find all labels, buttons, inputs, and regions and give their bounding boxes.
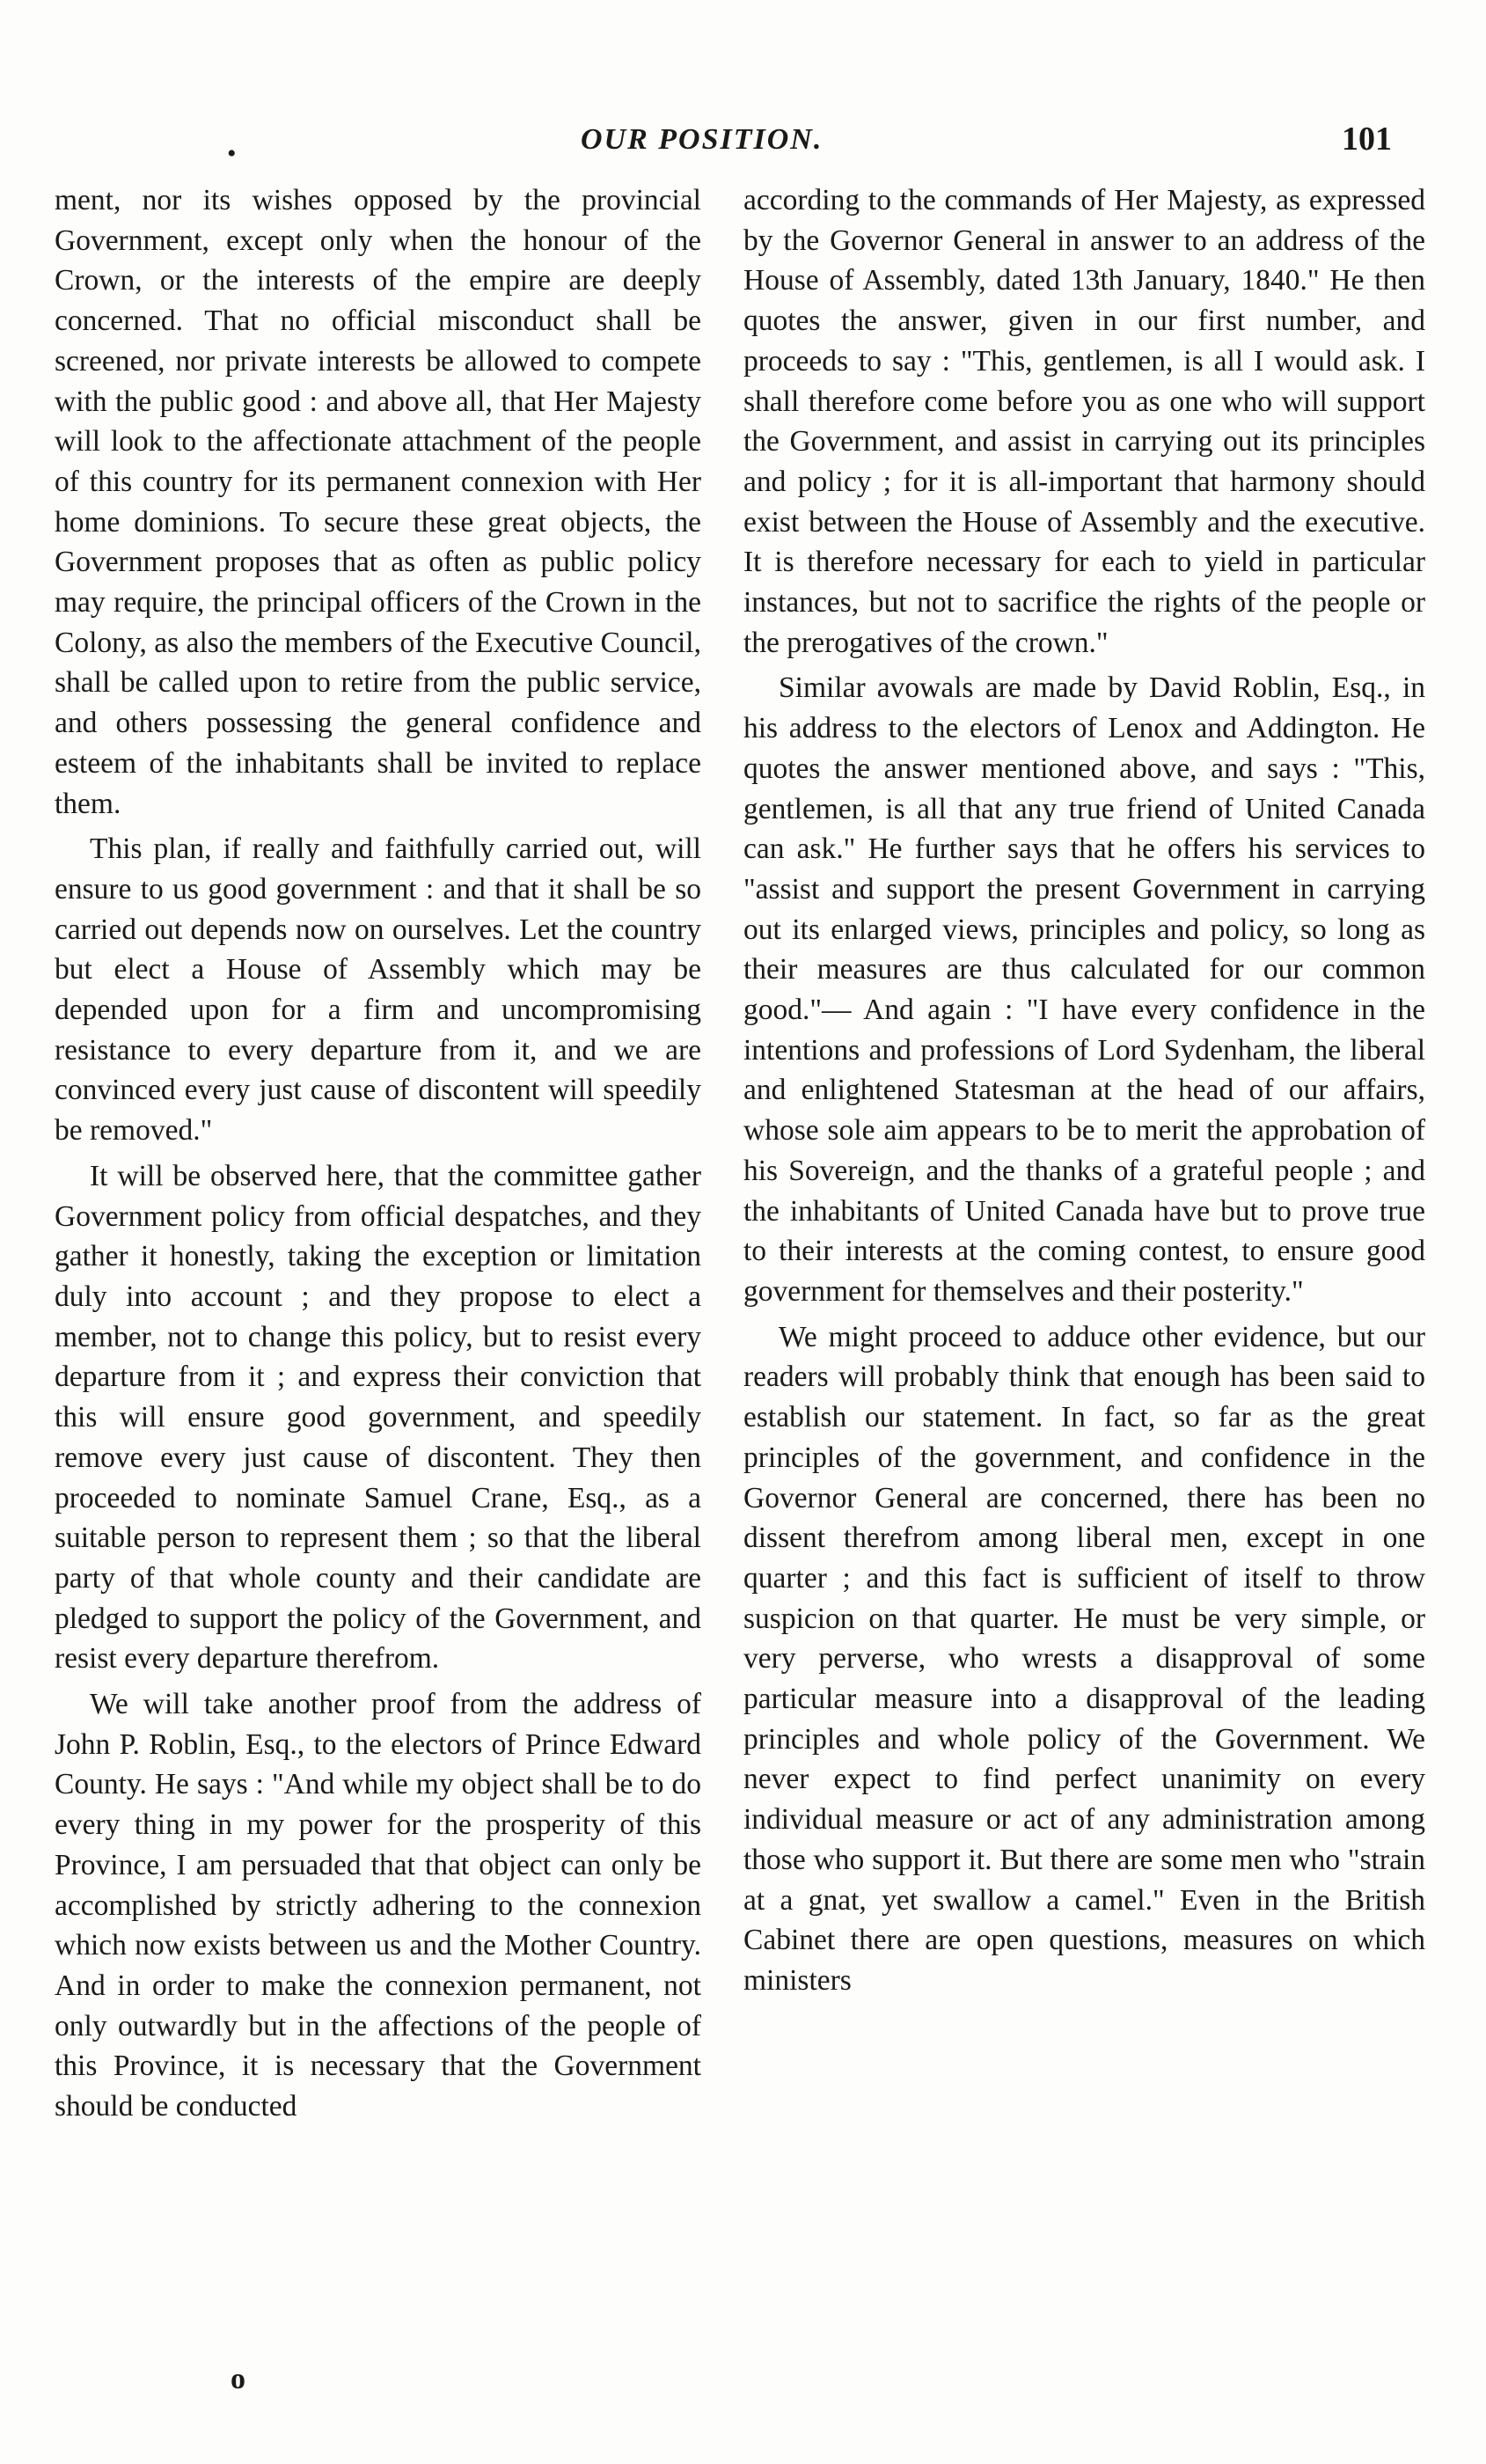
- paragraph: This plan, if really and faithfully carried out, will ensure to us good government : and that it shall be so carried out depends now on ourselves. Let the country but elect a House of Assembly which may be depended upon for a firm and uncompromising resistance to every departure from it, and we are convinced every just cause of discontent will speedily be removed.": [55, 832, 701, 1148]
- paragraph: We might proceed to adduce other evidence, but our readers will probably think that enough has been said to establish our statement. In fact, so far as the great principles of the government, and confidence in the Governor General are concerned, there has been no dissent therefrom among liberal men, except in one quarter ; and this fact is sufficient of itself to throw suspicion on that quarter. He must be very simple, or very perverse, who wrests a disapproval of some particular measure into a disapproval of the leading principles and whole policy of the Government. We never expect to find perfect unanimity on every individual measure or act of any administration among those who support it. But there are some men who "strain at a gnat, yet swallow a camel." Even in the British Cabinet there are open questions, measures on which ministers: [743, 1320, 1425, 1997]
- signature-mark: o: [231, 2363, 245, 2395]
- right-column: [743, 180, 1425, 2006]
- left-column: [55, 180, 701, 2132]
- paragraph: We will take another proof from the address of John P. Roblin, Esq., to the electors of Prince Edward County. He says : "And while my object shall be to do every thing in my power for the prosperity of this Province, I am persuaded that that object can only be accomplished by strictly adhering to the connexion which now exists between us and the Mother Country. And in order to make the connexion permanent, not only outwardly but in the affections of the people of this Province, it is necessary that the Government should be conducted: [55, 1688, 701, 2123]
- paragraph: Similar avowals are made by David Roblin, Esq., in his address to the electors of Lenox and Addington. He quotes the answer mentioned above, and says : "This, gentlemen, is all that any true friend of United Canada can ask." He further says that he offers his services to "assist and support the present Government in carrying out its enlarged views, principles and policy, so long as their measures are thus calculated for our common good."— And again : "I have every confidence in the intentions and professions of Lord Sydenham, the liberal and enlightened Statesman at the head of our affairs, whose sole aim appears to be to merit the approbation of his Sovereign, and the thanks of a grateful people ; and the inhabitants of United Canada have but to prove true to their interests at the coming contest, to ensure good government for themselves and their posterity.": [743, 671, 1425, 1308]
- running-title: OUR POSITION.: [581, 123, 824, 156]
- paragraph: ment, nor its wishes opposed by the provincial Government, except only when the honour of the Crown, or the interests of the empire are deeply concerned. That no official misconduct shall be screened, nor private interests be allowed to compete with the public good : and above all, that Her Majesty will look to the affectionate attachment of the people of this country for its permanent connexion with Her home dominions. To secure these great objects, the Government proposes that as often as public policy may require, the principal officers of the Crown in the Colony, as also the members of the Executive Council, shall be called upon to retire from the public service, and others possessing the general confidence and esteem of the inhabitants shall be invited to replace them.: [55, 184, 701, 820]
- paragraph: according to the commands of Her Majesty, as expressed by the Governor General in answer to an address of the House of Assembly, dated 13th January, 1840." He then quotes the answer, given in our first number, and proceeds to say : "This, gentlemen, is all I would ask. I shall therefore come before you as one who will support the Government, and assist in carrying out its principles and policy ; for it is all-important that harmony should exist between the House of Assembly and the executive. It is therefore necessary for each to yield in particular instances, but not to sacrifice the rights of the people or the prerogatives of the crown.": [743, 184, 1425, 659]
- head-dot: •: [227, 139, 237, 168]
- running-head: [0, 123, 1486, 167]
- page-number: 101: [1342, 121, 1392, 158]
- paragraph: It will be observed here, that the committee gather Government policy from official despatches, and they gather it honestly, taking the exception or limitation duly into account ; and they propose to elect a member, not to change this policy, but to resist every departure from it ; and express their conviction that this will ensure good government, and speedily remove every just cause of discontent. They then proceeded to nominate Samuel Crane, Esq., as a suitable person to represent them ; so that the liberal party of that whole county and their candidate are pledged to support the policy of the Government, and resist every departure therefrom.: [55, 1159, 701, 1676]
